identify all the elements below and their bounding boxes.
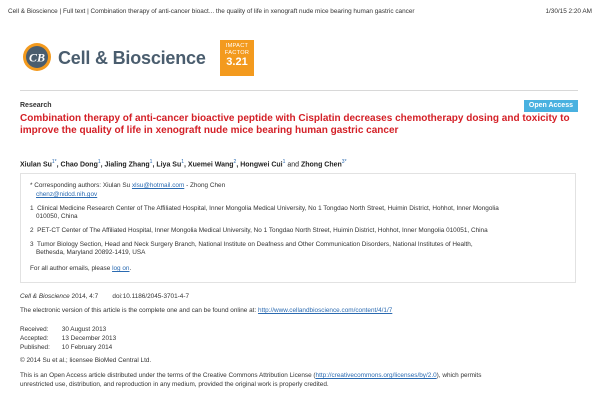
author-affiliation-sup[interactable]: 1 [97, 159, 101, 165]
affiliation-num: 1 [30, 205, 34, 212]
log-on-link[interactable]: log on [112, 265, 130, 272]
corresponding-sep: - Zhong Chen [186, 182, 226, 189]
date-received [20, 326, 106, 333]
author-name[interactable]: Chao Dong [60, 161, 98, 169]
open-access-badge[interactable]: Open Access [524, 100, 578, 112]
license-suffix: ), which permits [436, 372, 482, 379]
article-url-link[interactable]: http://www.cellandbioscience.com/content/4/1/7 [258, 307, 393, 314]
email-link-su[interactable]: xlsu@hotmail.com [131, 182, 185, 189]
author-emails-note [30, 265, 131, 273]
copyright: © 2014 Su et al.; licensee BioMed Central Ltd. [20, 357, 152, 364]
author-affiliation-sup[interactable]: 1* [51, 159, 57, 165]
emails-note-suffix: . [129, 265, 132, 272]
affiliation-2 [30, 227, 570, 235]
date-value: 13 December 2013 [61, 335, 117, 342]
impact-line2: FACTOR [224, 49, 250, 56]
author-affiliation-sup[interactable]: 1 [181, 159, 185, 165]
print-header [8, 8, 592, 18]
citation-doi: doi:10.1186/2045-3701-4-7 [112, 293, 190, 300]
email-link-chen[interactable]: chenz@nidcd.nih.gov [36, 191, 98, 198]
citation-journal: Cell & Bioscience [20, 293, 70, 300]
affiliations-box [20, 173, 576, 283]
article-title: Combination therapy of anti-cancer bioactive peptide with Cisplatin decreases chemotherapy dosing and toxicity to improve the quality of life in xenograft nude mice bearing human gastric cancer [20, 113, 570, 136]
author-name[interactable]: Liya Su [156, 161, 182, 169]
date-value: 10 February 2014 [61, 344, 113, 351]
affiliation-3-cont: Bethesda, Maryland 20892-1419, USA [36, 249, 146, 256]
affiliation-num: 2 [30, 227, 34, 234]
citation [20, 293, 189, 300]
date-value: 30 August 2013 [61, 326, 107, 333]
author-affiliation-sup[interactable]: 1 [282, 159, 286, 165]
article-type: Research [20, 102, 52, 109]
license-prefix: This is an Open Access article distributed under the terms of the Creative Commons Attribution License ( [20, 372, 316, 379]
license-text [20, 372, 481, 379]
license-text-cont: unrestricted use, distribution, and reproduction in any medium, provided the original work is properly credited. [20, 381, 329, 388]
author-name[interactable]: Zhong Chen [300, 161, 342, 169]
affiliation-text: Clinical Medicine Research Center of The Affiliated Hospital, Inner Mongolia Medical University, No 1 Tongdao North Street, Huimin District, Hohhot, Inner Mongolia [37, 205, 499, 212]
corresponding-label: * Corresponding authors: Xiulan Su [30, 182, 131, 189]
date-label: Published: [20, 344, 50, 351]
header-divider [20, 90, 578, 91]
license-link[interactable]: http://creativecommons.org/licenses/by/2.0 [315, 372, 437, 379]
impact-value: 3.21 [226, 56, 248, 68]
journal-logo[interactable] [22, 40, 262, 80]
print-header-timestamp: 1/30/15 2:20 AM [545, 8, 592, 15]
authors-and: and [285, 161, 301, 169]
author-name[interactable]: Hongwei Cui [240, 161, 283, 169]
journal-name: Cell & Bioscience [58, 48, 206, 68]
emails-note-text: For all author emails, please [30, 265, 111, 272]
date-accepted [20, 335, 116, 342]
author-name[interactable]: Xiulan Su [20, 161, 52, 169]
affiliation-text: Tumor Biology Section, Head and Neck Surgery Branch, National Institute on Deafness and Other Communication Disorders, National Institutes of Health, [37, 241, 473, 248]
author-affiliation-sup[interactable]: 2 [233, 159, 237, 165]
corresponding-authors [30, 182, 225, 190]
author-name[interactable]: Xuemei Wang [187, 161, 234, 169]
date-label: Accepted: [20, 335, 49, 342]
date-label: Received: [20, 326, 49, 333]
electronic-text: The electronic version of this article is the complete one and can be found online at: [20, 307, 257, 314]
date-published [20, 344, 112, 351]
citation-year-vol: 2014, 4:7 [71, 293, 99, 300]
author-affiliation-sup[interactable]: 1 [149, 159, 153, 165]
print-header-title: Cell & Bioscience | Full text | Combination therapy of anti-cancer bioact... the quality of life in xenograft nude mice bearing human gastric cancer [8, 8, 415, 15]
electronic-version [20, 307, 392, 314]
author-name[interactable]: Jialing Zhang [104, 161, 150, 169]
affiliation-num: 3 [30, 241, 34, 248]
impact-factor-badge [220, 40, 254, 76]
author-list: Xiulan $Su^{1*}$, Chao Dong$^1$, Jialing Zhang$^1$, Liya Su$^1$, Xuemei Wang$^2$, Hongwei Cui$^1$ and Zhong Chen$^{3*}$ [20, 159, 347, 169]
affiliation-1 [30, 205, 570, 213]
journal-badge-icon [22, 42, 52, 72]
affiliation-3 [30, 241, 570, 249]
author-affiliation-sup[interactable]: 3* [341, 159, 347, 165]
affiliation-text: PET-CT Center of The Affiliated Hospital, Inner Mongolia Medical University, No 1 Tongdao North Street, Huimin District, Hohhot, Inner Mongolia 010051, China [37, 227, 488, 234]
impact-line1: IMPACT [225, 43, 249, 49]
badge-letters: CB [28, 50, 46, 65]
affiliation-1-cont: 010050, China [36, 213, 78, 220]
